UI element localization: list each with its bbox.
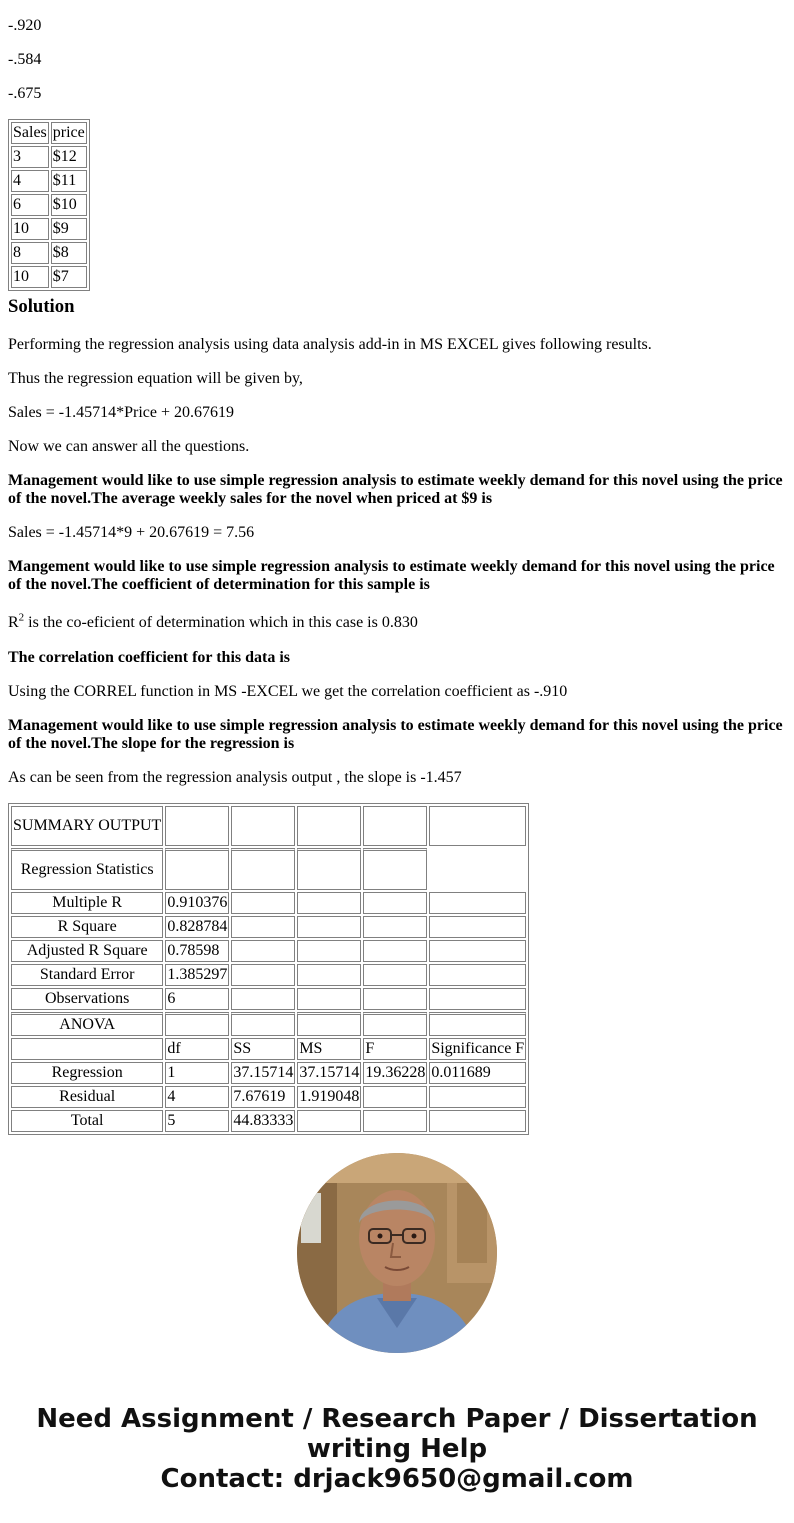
table-cell: $11 [51, 170, 87, 192]
answer-option-1: -.920 [8, 17, 42, 34]
table-cell [231, 964, 295, 986]
table-cell: $9 [51, 218, 87, 240]
table-cell [429, 940, 526, 962]
table-cell [363, 940, 427, 962]
table-cell [429, 916, 526, 938]
column-header: SS [231, 1038, 295, 1060]
table-cell: $10 [51, 194, 87, 216]
promo-line-2: writing Help [306, 1434, 488, 1464]
answer-intro: Now we can answer all the questions. [8, 438, 250, 455]
table-cell [11, 1038, 163, 1060]
equation-intro: Thus the regression equation will be given by, [8, 370, 303, 387]
regression-summary-table [8, 803, 529, 1135]
table-cell: 4 [11, 170, 49, 192]
table-cell [231, 940, 295, 962]
table-cell: 44.83333 [231, 1110, 295, 1132]
table-cell [297, 964, 361, 986]
table-row [11, 1012, 526, 1036]
table-cell [297, 1012, 361, 1036]
anova-title: ANOVA [11, 1012, 163, 1036]
table-cell [297, 988, 361, 1010]
column-header: MS [297, 1038, 361, 1060]
table-cell [363, 1012, 427, 1036]
table-row [11, 146, 87, 168]
table-cell [231, 806, 295, 846]
stat-label: Standard Error [11, 964, 163, 986]
table-cell [363, 988, 427, 1010]
answer-slope: As can be seen from the regression analysis output , the slope is -1.457 [8, 769, 462, 786]
table-cell: 5 [165, 1110, 229, 1132]
stat-value: 0.828784 [165, 916, 229, 938]
answer-determination [8, 611, 786, 632]
table-cell [297, 806, 361, 846]
table-cell: 10 [11, 266, 49, 288]
table-cell: 4 [165, 1086, 229, 1108]
summary-output-title: SUMMARY OUTPUT [11, 806, 163, 846]
question-correlation: The correlation coefficient for this data is [8, 649, 291, 666]
table-cell [363, 806, 427, 846]
table-cell [165, 806, 229, 846]
table-row [11, 848, 526, 890]
stat-value: 0.910376 [165, 892, 229, 914]
stat-value: 1.385297 [165, 964, 229, 986]
column-header: df [165, 1038, 229, 1060]
table-cell [363, 1110, 427, 1132]
table-cell [231, 988, 295, 1010]
table-row [11, 242, 87, 264]
table-row [11, 218, 87, 240]
question-determination: Mangement would like to use simple regression analysis to estimate weekly demand for this novel using the price of the novel.The coefficient of determination for this sample is [8, 558, 775, 593]
sales-price-table [8, 119, 90, 291]
table-row [11, 266, 87, 288]
table-cell: 37.15714 [297, 1062, 361, 1084]
table-cell: 10 [11, 218, 49, 240]
table-cell [363, 964, 427, 986]
table-cell [297, 940, 361, 962]
author-avatar [297, 1153, 497, 1353]
promo-banner [0, 1404, 794, 1494]
table-cell [165, 1012, 229, 1036]
table-cell [297, 848, 361, 890]
table-cell [429, 806, 526, 846]
table-row [11, 964, 526, 986]
anova-row-label: Total [11, 1110, 163, 1132]
table-row [11, 1086, 526, 1108]
table-cell [429, 848, 526, 890]
table-cell [429, 1012, 526, 1036]
table-header-row [11, 122, 87, 144]
column-header: Significance F [429, 1038, 526, 1060]
table-cell [363, 1086, 427, 1108]
table-cell: 1 [165, 1062, 229, 1084]
promo-line-1: Need Assignment / Research Paper / Dissertation [36, 1404, 758, 1434]
stat-label: Observations [11, 988, 163, 1010]
anova-row-label: Residual [11, 1086, 163, 1108]
table-cell: $8 [51, 242, 87, 264]
promo-contact: Contact: drjack9650@gmail.com [160, 1464, 634, 1494]
column-header: F [363, 1038, 427, 1060]
r-symbol: R [8, 614, 19, 631]
table-cell [297, 892, 361, 914]
table-cell: 37.15714 [231, 1062, 295, 1084]
table-cell: 6 [11, 194, 49, 216]
table-cell: 7.67619 [231, 1086, 295, 1108]
table-cell: 3 [11, 146, 49, 168]
answer-correlation: Using the CORREL function in MS -EXCEL we get the correlation coefficient as -.910 [8, 683, 568, 700]
column-header: price [51, 122, 87, 144]
answer-determination-text: is the co-eficient of determination which in this case is 0.830 [24, 614, 418, 631]
table-cell [429, 964, 526, 986]
table-row [11, 940, 526, 962]
stat-label: Adjusted R Square [11, 940, 163, 962]
stat-label: Multiple R [11, 892, 163, 914]
table-cell: $7 [51, 266, 87, 288]
regression-equation: Sales = -1.45714*Price + 20.67619 [8, 404, 235, 421]
stat-value: 0.78598 [165, 940, 229, 962]
answer-option-2: -.584 [8, 51, 42, 68]
intro-paragraph: Performing the regression analysis using data analysis add-in in MS EXCEL gives following results. [8, 336, 652, 353]
table-cell [231, 848, 295, 890]
superscript: 2 [18, 611, 25, 624]
table-cell [231, 1012, 295, 1036]
table-cell: 8 [11, 242, 49, 264]
table-cell [363, 916, 427, 938]
table-cell [429, 1086, 526, 1108]
regression-statistics-title: Regression Statistics [11, 848, 163, 890]
avatar-photo [297, 1153, 497, 1353]
table-cell [165, 848, 229, 890]
table-cell [231, 892, 295, 914]
column-header: Sales [11, 122, 49, 144]
table-row [11, 892, 526, 914]
table-cell [231, 916, 295, 938]
stat-value: 6 [165, 988, 229, 1010]
table-row [11, 988, 526, 1010]
table-row [11, 916, 526, 938]
table-cell: 19.36228 [363, 1062, 427, 1084]
stat-label: R Square [11, 916, 163, 938]
table-cell: 1.919048 [297, 1086, 361, 1108]
table-cell: $12 [51, 146, 87, 168]
table-cell [363, 892, 427, 914]
answer-average-sales: Sales = -1.45714*9 + 20.67619 = 7.56 [8, 524, 255, 541]
anova-row-label: Regression [11, 1062, 163, 1084]
anova-header-row [11, 1038, 526, 1060]
table-row [11, 170, 87, 192]
table-row [11, 1062, 526, 1084]
table-row [11, 1110, 526, 1132]
table-cell [363, 848, 427, 890]
table-row [11, 194, 87, 216]
table-cell [429, 892, 526, 914]
question-slope: Management would like to use simple regression analysis to estimate weekly demand for this novel using the price of the novel.The slope for the regression is [8, 717, 783, 752]
table-row [11, 806, 526, 846]
answer-option-3: -.675 [8, 85, 42, 102]
solution-heading: Solution [8, 296, 75, 317]
table-cell [429, 988, 526, 1010]
table-cell [429, 1110, 526, 1132]
table-cell: 0.011689 [429, 1062, 526, 1084]
table-cell [297, 1110, 361, 1132]
question-average-sales: Management would like to use simple regression analysis to estimate weekly demand for this novel using the price of the novel.The average weekly sales for the novel when priced at $9 is [8, 472, 783, 507]
table-cell [297, 916, 361, 938]
